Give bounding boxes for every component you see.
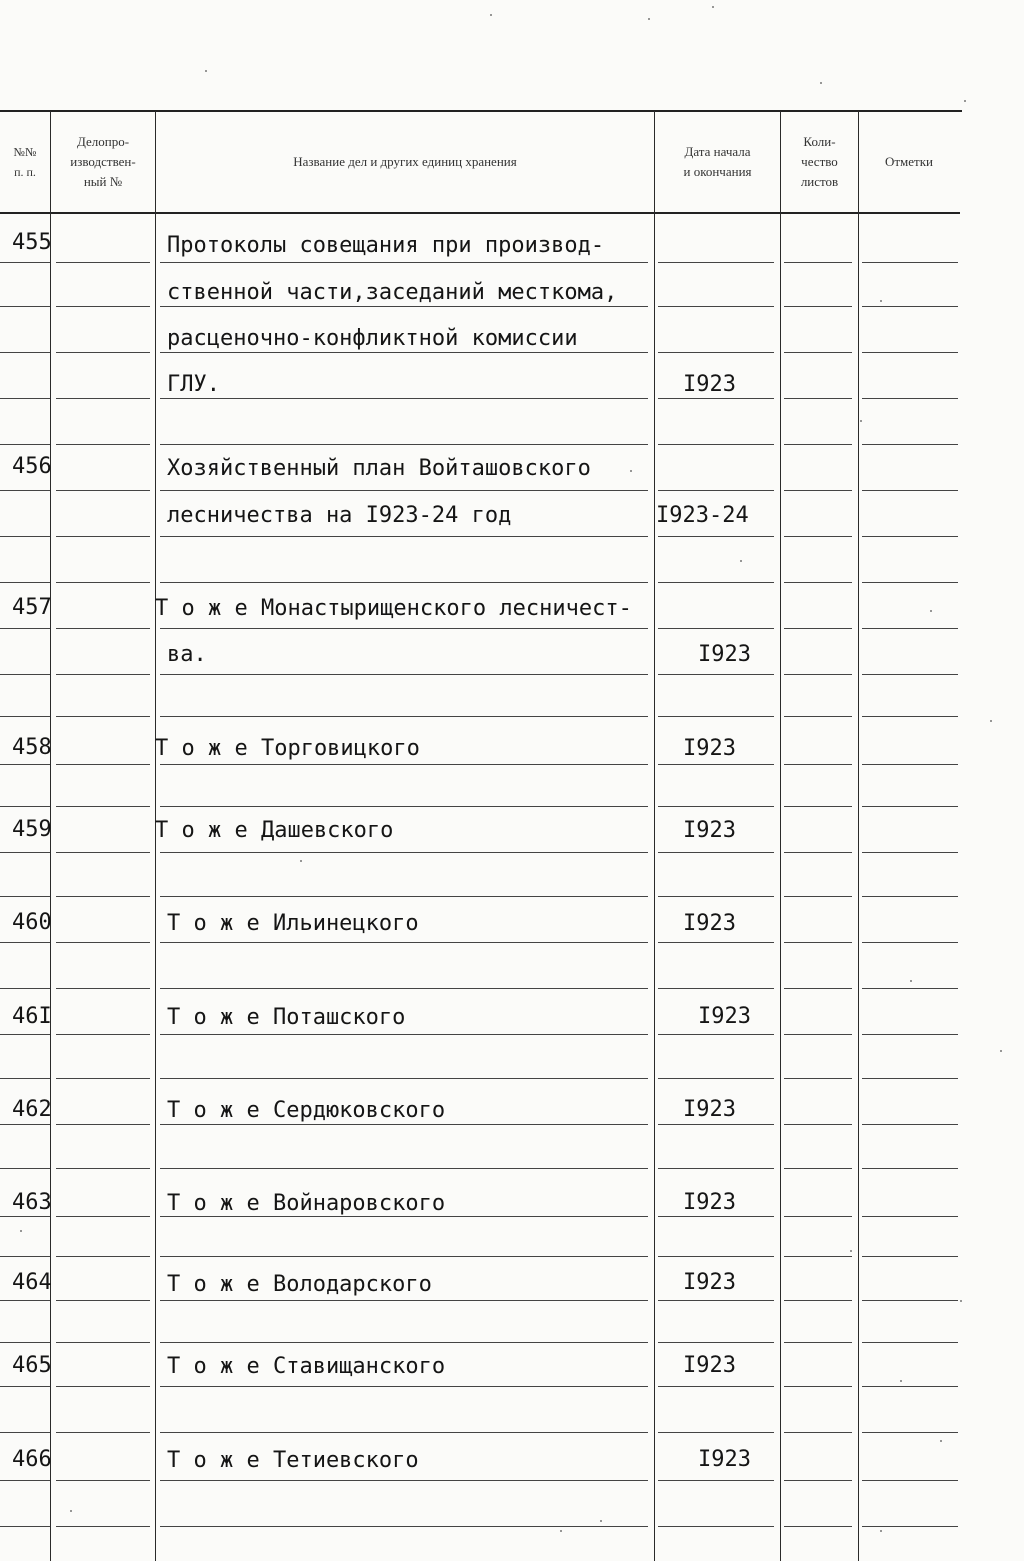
row-title-line: ГЛУ. xyxy=(167,372,220,397)
ruled-line xyxy=(56,1124,150,1125)
scan-speck xyxy=(70,1510,72,1512)
row-date: I923 xyxy=(698,642,751,667)
ruled-line xyxy=(0,628,50,629)
row-number: 462 xyxy=(12,1097,52,1122)
ruled-line xyxy=(56,1342,150,1343)
row-title-line: расценочно-конфликтной комиссии xyxy=(167,326,578,351)
ruled-line xyxy=(862,1386,958,1387)
row-title-line: Т о ж е Дашевского xyxy=(155,818,394,843)
ruled-line xyxy=(658,1216,774,1217)
ruled-line xyxy=(862,1342,958,1343)
ruled-line xyxy=(784,1216,852,1217)
scan-speck xyxy=(600,1520,602,1522)
ruled-line xyxy=(658,806,774,807)
ruled-line xyxy=(784,582,852,583)
ruled-line xyxy=(0,582,50,583)
scan-speck xyxy=(910,980,912,982)
ruled-line xyxy=(862,628,958,629)
ruled-line xyxy=(862,398,958,399)
ruled-line xyxy=(0,764,50,765)
row-date: I923 xyxy=(683,1270,736,1295)
ruled-line xyxy=(862,764,958,765)
scan-speck xyxy=(560,1530,562,1532)
ruled-line xyxy=(862,536,958,537)
scan-speck xyxy=(860,420,862,422)
row-date: I923-24 xyxy=(656,503,749,528)
ruled-line xyxy=(784,306,852,307)
ruled-line xyxy=(160,1300,648,1301)
ruled-line xyxy=(862,262,958,263)
row-date: I923 xyxy=(698,1447,751,1472)
ruled-line xyxy=(56,764,150,765)
ruled-line xyxy=(0,1386,50,1387)
ruled-line xyxy=(0,806,50,807)
ruled-line xyxy=(0,1168,50,1169)
ruled-line xyxy=(0,262,50,263)
ruled-line xyxy=(658,1386,774,1387)
ruled-line xyxy=(56,398,150,399)
ruled-line xyxy=(784,942,852,943)
ruled-line xyxy=(0,306,50,307)
ruled-line xyxy=(0,352,50,353)
ruled-line xyxy=(56,582,150,583)
row-title-line: Т о ж е Торговицкого xyxy=(155,736,420,761)
ruled-line xyxy=(862,1480,958,1481)
ruled-line xyxy=(862,582,958,583)
ruled-line xyxy=(862,1526,958,1527)
ruled-line xyxy=(0,1124,50,1125)
ruled-line xyxy=(56,716,150,717)
ruled-line xyxy=(658,444,774,445)
ruled-line xyxy=(56,536,150,537)
ruled-line xyxy=(160,1480,648,1481)
ruled-line xyxy=(160,582,648,583)
ruled-line xyxy=(160,1432,648,1433)
scan-speck xyxy=(960,1300,962,1302)
ruled-line xyxy=(160,306,648,307)
ruled-line xyxy=(784,1526,852,1527)
ruled-line xyxy=(862,896,958,897)
ruled-line xyxy=(0,674,50,675)
table-header-border xyxy=(0,212,960,214)
ruled-line xyxy=(56,1386,150,1387)
row-number: 46I xyxy=(12,1004,52,1029)
ruled-line xyxy=(862,988,958,989)
ruled-line xyxy=(658,582,774,583)
row-title-line: лесничества на I923-24 год xyxy=(167,503,512,528)
row-title-line: Т о ж е Тетиевского xyxy=(167,1448,419,1473)
ruled-line xyxy=(56,490,150,491)
ruled-line xyxy=(862,1124,958,1125)
row-number: 457 xyxy=(12,595,52,620)
ruled-line xyxy=(784,1432,852,1433)
ruled-line xyxy=(784,444,852,445)
row-number: 465 xyxy=(12,1353,52,1378)
ruled-line xyxy=(658,1342,774,1343)
ruled-line xyxy=(784,490,852,491)
ruled-line xyxy=(56,1078,150,1079)
ruled-line xyxy=(862,942,958,943)
scan-speck xyxy=(648,18,650,20)
ruled-line xyxy=(862,852,958,853)
ruled-line xyxy=(56,1168,150,1169)
ruled-line xyxy=(160,1256,648,1257)
ruled-line xyxy=(0,1342,50,1343)
ruled-line xyxy=(160,262,648,263)
row-date: I923 xyxy=(698,1004,751,1029)
scan-speck xyxy=(630,470,632,472)
ruled-line xyxy=(0,536,50,537)
ruled-line xyxy=(784,1300,852,1301)
ruled-line xyxy=(56,628,150,629)
ruled-line xyxy=(784,1386,852,1387)
ruled-line xyxy=(862,1168,958,1169)
ruled-line xyxy=(160,852,648,853)
row-number: 455 xyxy=(12,230,52,255)
ruled-line xyxy=(56,262,150,263)
row-title-line: Протоколы совещания при производ- xyxy=(167,233,605,258)
header-dates: Дата начала и окончания xyxy=(683,144,752,179)
scan-speck xyxy=(990,720,992,722)
ruled-line xyxy=(160,398,648,399)
ruled-line xyxy=(56,896,150,897)
ruled-line xyxy=(862,490,958,491)
row-date: I923 xyxy=(683,1097,736,1122)
row-number: 456 xyxy=(12,454,52,479)
ruled-line xyxy=(784,1124,852,1125)
ruled-line xyxy=(784,806,852,807)
ruled-line xyxy=(56,1526,150,1527)
scan-speck xyxy=(880,1530,882,1532)
ruled-line xyxy=(784,536,852,537)
ruled-line xyxy=(160,1168,648,1169)
ruled-line xyxy=(658,536,774,537)
scan-speck xyxy=(20,1230,22,1232)
row-date: I923 xyxy=(683,1353,736,1378)
ruled-line xyxy=(56,806,150,807)
ruled-line xyxy=(160,806,648,807)
ruled-line xyxy=(658,1256,774,1257)
ruled-line xyxy=(784,398,852,399)
ruled-line xyxy=(862,1034,958,1035)
ruled-line xyxy=(658,490,774,491)
scan-speck xyxy=(205,70,207,72)
ruled-line xyxy=(56,352,150,353)
row-number: 464 xyxy=(12,1270,52,1295)
ruled-line xyxy=(56,1216,150,1217)
ruled-line xyxy=(658,1124,774,1125)
ruled-line xyxy=(56,988,150,989)
ruled-line xyxy=(56,1300,150,1301)
ruled-line xyxy=(56,1480,150,1481)
ruled-line xyxy=(862,1300,958,1301)
ruled-line xyxy=(658,716,774,717)
ruled-line xyxy=(862,806,958,807)
row-date: I923 xyxy=(683,372,736,397)
row-number: 466 xyxy=(12,1447,52,1472)
row-title-line: Т о ж е Володарского xyxy=(167,1272,432,1297)
row-date: I923 xyxy=(683,1190,736,1215)
ruled-line xyxy=(0,444,50,445)
row-number: 463 xyxy=(12,1190,52,1215)
ruled-line xyxy=(784,988,852,989)
row-title-line: Хозяйственный план Войташовского xyxy=(167,456,591,481)
ruled-line xyxy=(862,444,958,445)
ruled-line xyxy=(658,306,774,307)
row-title-line: Т о ж е Монастырищенского лесничест- xyxy=(155,596,632,621)
ruled-line xyxy=(784,352,852,353)
ruled-line xyxy=(160,1216,648,1217)
ruled-line xyxy=(56,852,150,853)
row-number: 459 xyxy=(12,817,52,842)
row-title-line: Т о ж е Сердюковского xyxy=(167,1098,446,1123)
ruled-line xyxy=(784,1034,852,1035)
ruled-line xyxy=(784,764,852,765)
ruled-line xyxy=(862,1216,958,1217)
ruled-line xyxy=(658,398,774,399)
ruled-line xyxy=(0,716,50,717)
ruled-line xyxy=(0,1480,50,1481)
ruled-line xyxy=(0,1432,50,1433)
ruled-line xyxy=(0,490,50,491)
ruled-line xyxy=(658,764,774,765)
ruled-line xyxy=(784,262,852,263)
ruled-line xyxy=(160,490,648,491)
scan-speck xyxy=(490,14,492,16)
ruled-line xyxy=(160,1124,648,1125)
ruled-line xyxy=(862,674,958,675)
ruled-line xyxy=(0,896,50,897)
ruled-line xyxy=(56,1256,150,1257)
ruled-line xyxy=(658,1168,774,1169)
ruled-line xyxy=(0,1526,50,1527)
header-office-number: Делопро- изводствен- ный № xyxy=(70,134,136,189)
row-number: 460 xyxy=(12,910,52,935)
ruled-line xyxy=(160,444,648,445)
ruled-line xyxy=(0,1300,50,1301)
row-title-line: ва. xyxy=(167,642,207,667)
ruled-line xyxy=(160,1342,648,1343)
ruled-line xyxy=(658,942,774,943)
ruled-line xyxy=(160,1034,648,1035)
ruled-line xyxy=(862,1432,958,1433)
ruled-line xyxy=(0,942,50,943)
scan-speck xyxy=(964,100,966,102)
ruled-line xyxy=(784,716,852,717)
ruled-line xyxy=(0,1034,50,1035)
ruled-line xyxy=(784,1342,852,1343)
ruled-line xyxy=(658,674,774,675)
header-notes: Отметки xyxy=(884,154,934,169)
row-date: I923 xyxy=(683,818,736,843)
header-sheets: Коли- чество листов xyxy=(800,134,839,189)
ruled-line xyxy=(658,1480,774,1481)
ruled-line xyxy=(56,1432,150,1433)
scan-speck xyxy=(712,6,714,8)
header-title: Название дел и других единиц хранения xyxy=(293,154,517,169)
ruled-line xyxy=(0,988,50,989)
row-number: 458 xyxy=(12,735,52,760)
ruled-line xyxy=(160,1386,648,1387)
ruled-line xyxy=(56,942,150,943)
ruled-line xyxy=(160,1526,648,1527)
ruled-line xyxy=(784,1078,852,1079)
header-number: №№ п. п. xyxy=(13,145,37,179)
ruled-line xyxy=(160,942,648,943)
row-date: I923 xyxy=(683,736,736,761)
ruled-line xyxy=(0,852,50,853)
row-title-line: Т о ж е Поташского xyxy=(167,1005,406,1030)
ruled-line xyxy=(0,1216,50,1217)
ruled-line xyxy=(862,1078,958,1079)
scan-speck xyxy=(880,300,882,302)
ruled-line xyxy=(658,1078,774,1079)
scan-speck xyxy=(940,1440,942,1442)
scan-speck xyxy=(740,560,742,562)
ruled-line xyxy=(160,988,648,989)
ruled-line xyxy=(862,352,958,353)
ruled-line xyxy=(160,674,648,675)
ruled-line xyxy=(160,536,648,537)
row-title-line: Т о ж е Ильинецкого xyxy=(167,911,419,936)
ruled-line xyxy=(862,716,958,717)
scan-speck xyxy=(900,1380,902,1382)
ruled-line xyxy=(160,716,648,717)
column-divider-5 xyxy=(858,111,859,1561)
scan-speck xyxy=(1000,1050,1002,1052)
ruled-line xyxy=(0,1078,50,1079)
ruled-line xyxy=(160,896,648,897)
row-date: I923 xyxy=(683,911,736,936)
ruled-line xyxy=(0,1256,50,1257)
scan-speck xyxy=(820,82,822,84)
ruled-line xyxy=(658,628,774,629)
row-title-line: Т о ж е Ставищанского xyxy=(167,1354,446,1379)
scan-speck xyxy=(930,610,932,612)
ruled-line xyxy=(784,896,852,897)
ruled-line xyxy=(56,306,150,307)
ruled-line xyxy=(658,896,774,897)
ruled-line xyxy=(658,1526,774,1527)
ruled-line xyxy=(160,628,648,629)
ruled-line xyxy=(862,306,958,307)
ruled-line xyxy=(160,764,648,765)
ruled-line xyxy=(658,352,774,353)
ruled-line xyxy=(784,628,852,629)
ruled-line xyxy=(56,1034,150,1035)
column-divider-4 xyxy=(780,111,781,1561)
ruled-line xyxy=(658,262,774,263)
ruled-line xyxy=(658,1034,774,1035)
scan-speck xyxy=(300,860,302,862)
ruled-line xyxy=(56,674,150,675)
scan-speck xyxy=(850,1250,852,1252)
ruled-line xyxy=(784,1480,852,1481)
ruled-line xyxy=(784,852,852,853)
row-title-line: Т о ж е Войнаровского xyxy=(167,1191,446,1216)
ruled-line xyxy=(658,1432,774,1433)
ruled-line xyxy=(658,852,774,853)
ruled-line xyxy=(784,1168,852,1169)
ruled-line xyxy=(862,1256,958,1257)
ruled-line xyxy=(160,1078,648,1079)
column-divider-3 xyxy=(654,111,655,1561)
ruled-line xyxy=(160,352,648,353)
ruled-line xyxy=(784,1256,852,1257)
ruled-line xyxy=(658,1300,774,1301)
ruled-line xyxy=(784,674,852,675)
ruled-line xyxy=(56,444,150,445)
row-title-line: ственной части,заседаний месткома, xyxy=(167,280,618,305)
ruled-line xyxy=(658,988,774,989)
ruled-line xyxy=(0,398,50,399)
